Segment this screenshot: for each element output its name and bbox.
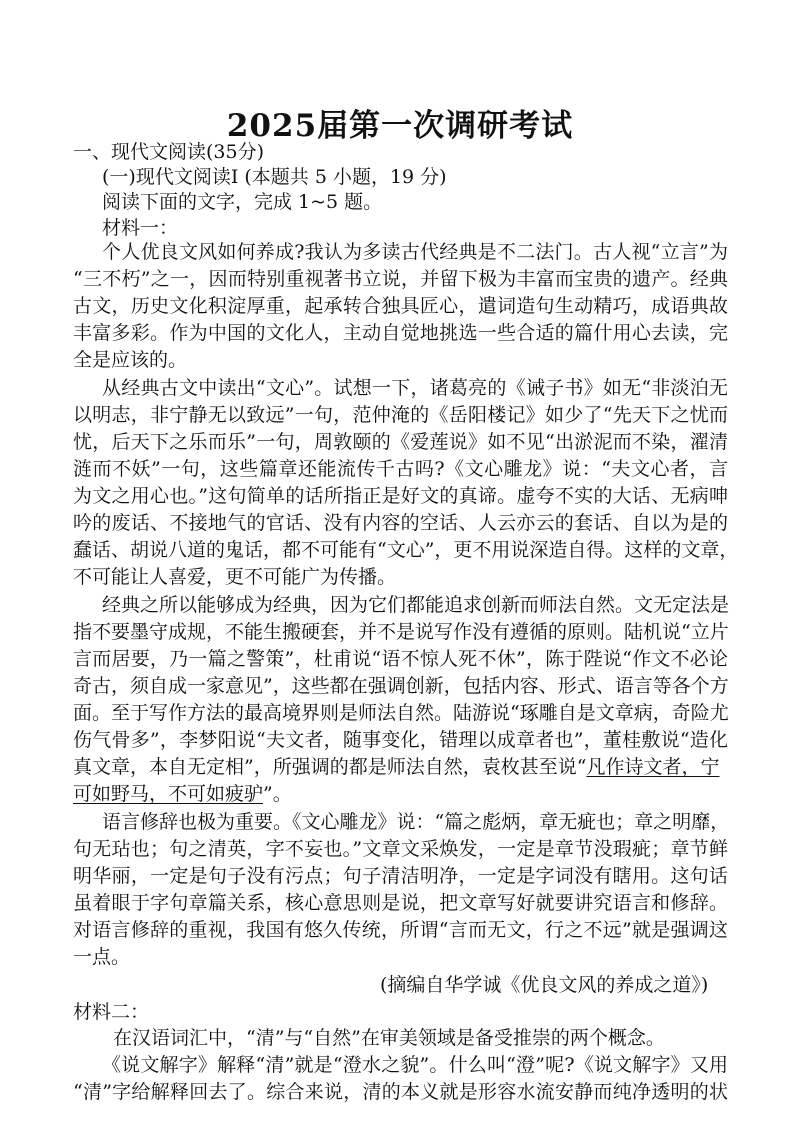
paragraph-line: 伤气骨多”，李梦阳说“夫文者，随事变化，错理以成章者也”，董桂敷说“造化 — [73, 729, 728, 751]
paragraph-line: 言而居要，乃一篇之警策”，杜甫说“语不惊人死不休”，陈于陛说“作文不必论 — [73, 648, 728, 670]
instruction-text: 阅读下面的文字，完成 1~5 题。 — [102, 191, 383, 213]
paragraph-line: 个人优良文风如何养成?我认为多读古代经典是不二法门。古人视“立言”为 — [102, 241, 728, 263]
exam-title: 2025届第一次调研考试 — [226, 108, 574, 144]
paragraph-line: 在汉语词汇中，“清”与“自然”在审美领域是备受推崇的两个概念。 — [113, 1027, 665, 1049]
paragraph-line: “清”字给解释回去了。综合来说，清的本义就是形容水流安静而纯净透明的状 — [73, 1081, 728, 1103]
paragraph-line: 句无玷也；句之清英，字不妄也。”文章文采焕发，一定是章节没瑕疵；章节鲜 — [73, 838, 728, 860]
paragraph-line: 指不要墨守成规，不能生搬硬套，并不是说写作没有遵循的原则。陆机说“立片 — [73, 621, 729, 643]
material-one-label: 材料一： — [102, 217, 179, 239]
section-heading: 一、现代文阅读(35分) — [73, 141, 265, 163]
paragraph-line: 《说文解字》解释“清”就是“澄水之貌”。什么叫“澄”呢?《说文解字》又用 — [102, 1054, 728, 1076]
paragraph-text: 真文章，本自无定相”，所强调的都是师法自然，袁枚甚至说“ — [73, 756, 587, 778]
paragraph-text: ”。 — [263, 783, 292, 805]
paragraph-line: 不可能让人喜爱，更不可能广为传播。 — [73, 566, 397, 588]
paragraph-line: 从经典古文中读出“文心”。试想一下，诸葛亮的《诫子书》如无“非淡泊无 — [102, 377, 728, 399]
paragraph-line: 语言修辞也极为重要。《文心雕龙》说：“篇之彪炳，章无疵也；章之明靡， — [102, 811, 730, 833]
paragraph-line: 蠢话、胡说八道的鬼话，都不可能有“文心”，更不用说深造自得。这样的文章， — [73, 539, 739, 561]
material-two-label: 材料二： — [73, 1001, 150, 1023]
paragraph-line: 明华丽，一定是句子没有污点；句子清洁明净，一定是字词没有瞎用。这句话 — [73, 865, 728, 887]
paragraph-line: 为文之用心也。”这句简单的话所指正是好文的真谛。虚夸不实的大话、无病呻 — [73, 485, 728, 507]
underlined-quote: 凡作诗文者，宁 — [586, 756, 720, 778]
paragraph-line: “三不朽”之一，因而特别重视著书立说，并留下极为丰富而宝贵的遗产。经典 — [73, 268, 728, 290]
paragraph-line: 全是应该的。 — [73, 349, 188, 371]
paragraph-line: 经典之所以能够成为经典，因为它们都能追求创新而师法自然。文无定法是 — [102, 594, 730, 616]
paragraph-line: 对语言修辞的重视，我国有悠久传统，所谓“言而无文，行之不远”就是强调这 — [73, 919, 728, 941]
paragraph-line: 一点。 — [73, 946, 131, 968]
paragraph-line: 忧，后天下之乐而乐”一句，周敦颐的《爱莲说》如不见“出淤泥而不染，濯清 — [73, 431, 728, 453]
paragraph-line: 奇古，须自成一家意见”，这些都在强调创新，包括内容、形式、语言等各个方 — [73, 675, 729, 697]
paragraph-line: 吟的废话、不接地气的官话、没有内容的空话、人云亦云的套话、自以为是的 — [73, 512, 728, 534]
source-citation: (摘编自华学诚《优良文风的养成之道》) — [380, 974, 709, 996]
paragraph-line: 丰富多彩。作为中国的文化人，主动自觉地挑选一些合适的篇什用心去读，完 — [73, 322, 728, 344]
paragraph-line: 面。至于写作方法的最高境界则是师法自然。陆游说“琢雕自是文章病，奇险尤 — [73, 702, 729, 724]
paragraph-line: 以明志，非宁静无以致远”一句，范仲淹的《岳阳楼记》如少了“先天下之忧而 — [73, 404, 728, 426]
paragraph-line: 虽着眼于字句章篇关系，核心意思则是说，把文章写好就要讲究语言和修辞。 — [73, 892, 728, 914]
paragraph-line: 古文，历史文化积淀厚重，起承转合独具匠心，遣词造句生动精巧，成语典故 — [73, 295, 728, 317]
paragraph-line: 涟而不妖”一句，这些篇章还能流传千古吗?《文心雕龙》说：“夫文心者，言 — [73, 458, 728, 480]
underlined-quote: 可如野马，不可如疲驴 — [73, 783, 264, 805]
subsection-heading: (一)现代文阅读I (本题共 5 小题，19 分) — [102, 166, 447, 188]
